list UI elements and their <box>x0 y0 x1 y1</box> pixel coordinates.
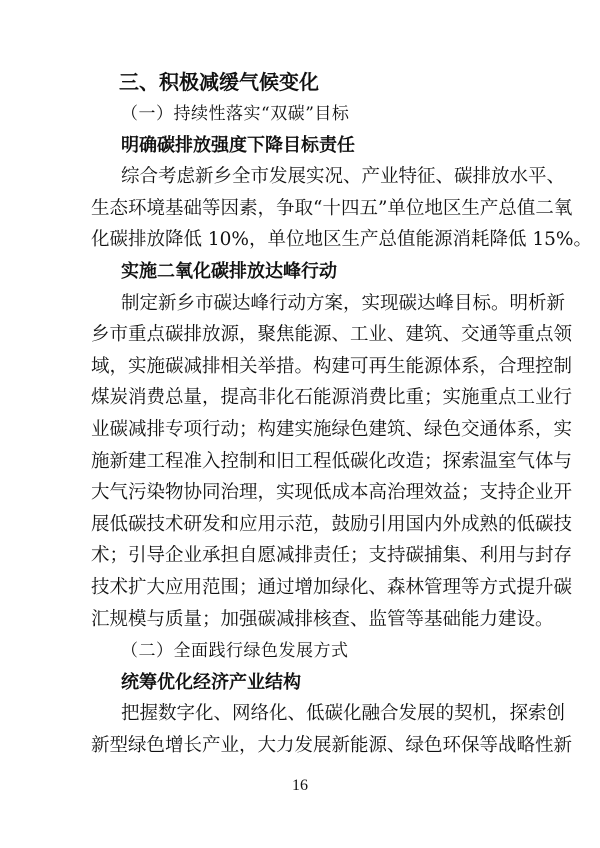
page-number: 16 <box>292 777 308 794</box>
paragraph-line: 域，实施碳减排相关举措。构建可再生能源体系，合理控制 <box>91 356 573 377</box>
paragraph-line: 施新建工程准入控制和旧工程低碳化改造；探索温室气体与 <box>91 451 573 472</box>
paragraph-line: 新型绿色增长产业，大力发展新能源、绿色环保等战略性新 <box>91 735 573 756</box>
section-heading-2: （二）全面践行绿色发展方式 <box>121 641 349 661</box>
paragraph-line: 术；引导企业承担自愿减排责任；支持碳捕集、利用与封存 <box>91 545 573 566</box>
paragraph-line: 汇规模与质量；加强碳减排核查、监管等基础能力建设。 <box>91 609 554 630</box>
paragraph-line: 煤炭消费总量，提高非化石能源消费比重；实施重点工业行 <box>91 387 573 408</box>
paragraph-line: 化碳排放降低 10%，单位地区生产总值能源消耗降低 15%。 <box>91 229 593 250</box>
subsection-heading-2-1: 统筹优化经济产业结构 <box>121 672 301 693</box>
subsection-heading-1-2: 实施二氧化碳排放达峰行动 <box>121 261 337 282</box>
paragraph-line: 乡市重点碳排放源，聚焦能源、工业、建筑、交通等重点领 <box>91 324 573 345</box>
paragraph-line: 展低碳技术研发和应用示范，鼓励引用国内外成熟的低碳技 <box>91 514 573 535</box>
paragraph-line: 制定新乡市碳达峰行动方案，实现碳达峰目标。明析新 <box>121 293 566 314</box>
subsection-heading-1-1: 明确碳排放强度下降目标责任 <box>121 135 355 156</box>
section-heading-1: （一）持续性落实“双碳”目标 <box>121 104 350 124</box>
paragraph-line: 综合考虑新乡全市发展实况、产业特征、碳排放水平、 <box>121 166 566 187</box>
paragraph-line: 把握数字化、网络化、低碳化融合发展的契机，探索创 <box>121 703 566 724</box>
chapter-heading: 三、积极减缓气候变化 <box>119 70 319 94</box>
paragraph-line: 业碳减排专项行动；构建实施绿色建筑、绿色交通体系，实 <box>91 419 573 440</box>
paragraph-line: 技术扩大应用范围；通过增加绿化、森林管理等方式提升碳 <box>91 577 573 598</box>
paragraph-line: 大气污染物协同治理，实现低成本高治理效益；支持企业开 <box>91 482 573 503</box>
paragraph-line: 生态环境基础等因素，争取“十四五”单位地区生产总值二氧 <box>91 198 573 219</box>
